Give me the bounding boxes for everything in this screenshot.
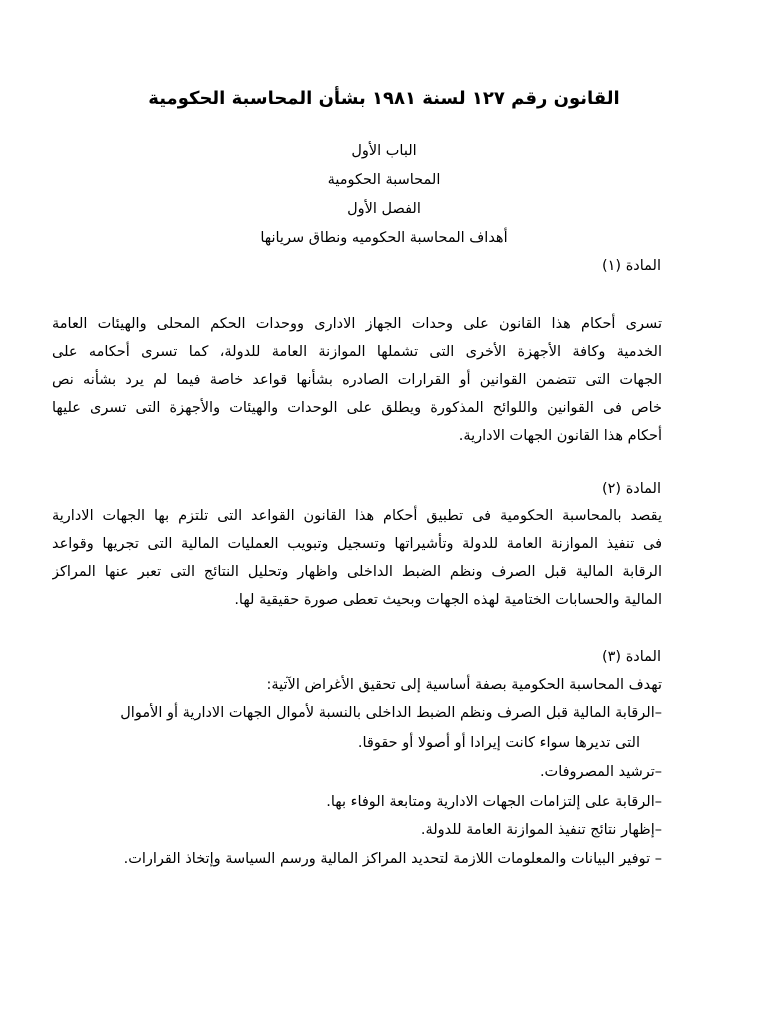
- list-item: –ترشيد المصروفات.: [539, 764, 662, 780]
- list-item: –الرقابة المالية قبل الصرف ونظم الضبط الداخلى بالنسبة لأموال الجهات الادارية أو الأموال: [120, 705, 662, 721]
- article-1-body: [52, 310, 662, 450]
- list-item: –إظهار نتائج تنفيذ الموازنة العامة للدولة.: [420, 822, 662, 838]
- article-2-line: الرقابة المالية قبل الصرف ونظم الضبط الداخلى واظهار وتحليل النتائج التى تعبر عنها المراكز: [52, 564, 662, 580]
- article-1-line: خاص فى القوانين واللوائح المذكورة ويطلق على الوحدات والهيئات والأجهزة التى تسرى عليها: [52, 400, 662, 416]
- document-title: القانون رقم ١٢٧ لسنة ١٩٨١ بشأن المحاسبة الحكومية: [148, 88, 620, 109]
- list-item-continuation: التى تديرها سواء كانت إيرادا أو أصولا أو حقوقا.: [357, 735, 640, 751]
- article-1-line: أحكام هذا القانون الجهات الادارية.: [458, 428, 662, 444]
- list-item: –الرقابة على إلتزامات الجهات الادارية ومتابعة الوفاء بها.: [326, 794, 662, 810]
- article-2-body: [52, 502, 662, 614]
- article-1-line: الخدمية وكافة الأجهزة الأخرى التى تشملها الموازنة العامة للدولة، كما تسرى أحكامه على: [52, 344, 662, 360]
- article-2-heading: المادة (٢): [601, 481, 661, 497]
- article-1-heading: المادة (١): [601, 258, 661, 274]
- chapter-heading: الفصل الأول: [347, 201, 421, 217]
- article-2-line: فى تنفيذ الموازنة العامة للدولة وتأشيراتها وتسجيل وتبويب العمليات المالية التى تجريها وقواعد: [52, 536, 662, 552]
- article-2-line: يقصد بالمحاسبة الحكومية فى تطبيق أحكام هذا القانون القواعد التى تلتزم بها الجهات الادارية: [52, 508, 662, 524]
- article-1-line: الجهات التى تتضمن القوانين أو القرارات الصادره بشأنها قواعد خاصة فيما لم يرد بشأنه نص: [52, 372, 662, 388]
- article-1-line: تسرى أحكام هذا القانون على وحدات الجهاز الادارى ووحدات الحكم المحلى والهيئات العامة: [52, 316, 662, 332]
- part-heading: الباب الأول: [351, 143, 417, 159]
- article-3-heading: المادة (٣): [601, 649, 661, 665]
- list-item: – توفير البيانات والمعلومات اللازمة لتحديد المراكز المالية ورسم السياسة وإتخاذ القرارات.: [123, 851, 662, 867]
- chapter-title: أهداف المحاسبة الحكوميه ونطاق سريانها: [260, 230, 508, 246]
- article-3-intro: تهدف المحاسبة الحكومية بصفة أساسية إلى تحقيق الأغراض الآتية:: [266, 677, 662, 693]
- article-2-line: المالية والحسابات الختامية لهذه الجهات وبحيث تعطى صورة حقيقية لها.: [234, 592, 662, 608]
- part-title: المحاسبة الحكومية: [327, 172, 441, 188]
